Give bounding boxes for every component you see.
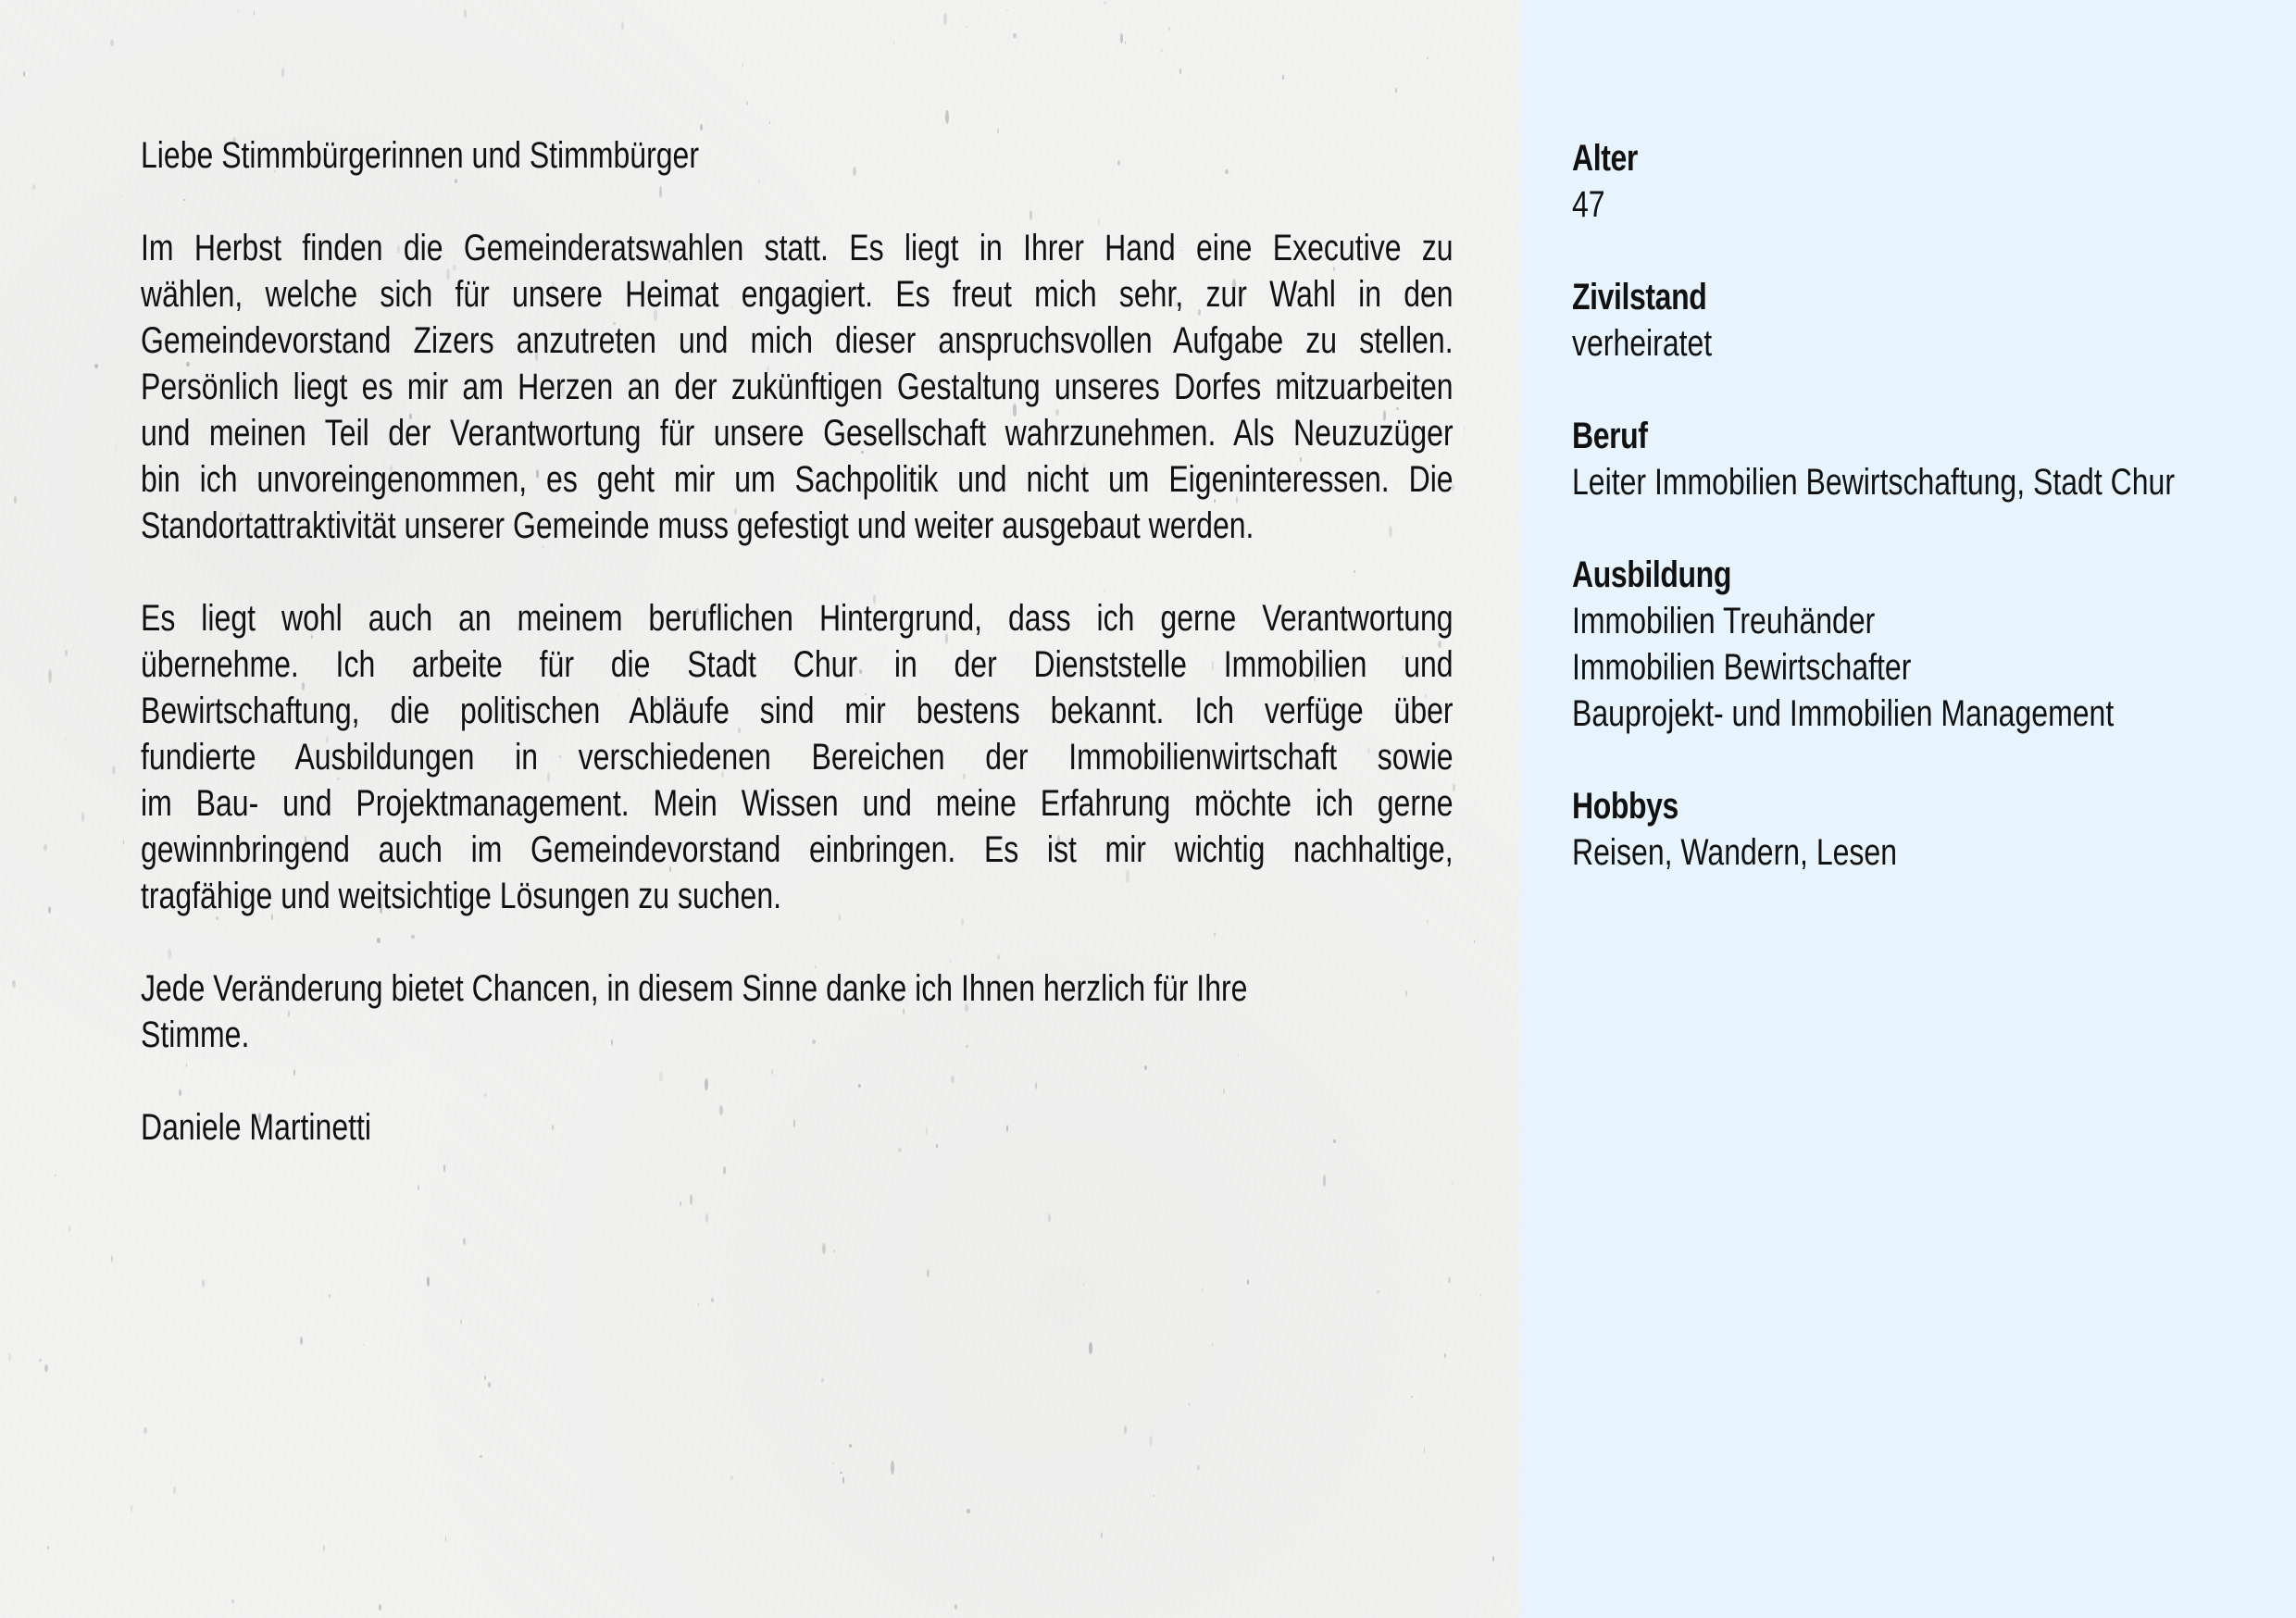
paper-speck	[186, 1064, 187, 1067]
paper-speck	[1197, 1465, 1199, 1469]
paper-speck	[700, 124, 703, 131]
paper-speck	[116, 447, 117, 451]
paper-speck	[793, 1119, 796, 1126]
paper-speck	[1104, 1, 1105, 5]
paper-speck	[758, 179, 760, 183]
salutation: Liebe Stimmbürgerinnen und Stimmbürger	[141, 135, 699, 176]
paper-speck	[1035, 1082, 1038, 1089]
paper-speck	[951, 1076, 955, 1083]
section-value: Bauprojekt- und Immobilien Management	[1572, 693, 2115, 734]
paper-speck	[1480, 1294, 1481, 1295]
paragraph-line: Standortattraktivität unserer Gemeinde muss gefestigt und weiter ausgebaut werden.	[141, 505, 1254, 546]
section-value: verheiratet	[1572, 323, 1713, 364]
paper-speck	[1179, 68, 1181, 74]
paper-speck	[833, 1250, 834, 1253]
paper-speck	[480, 1455, 482, 1459]
paper-speck	[69, 1226, 70, 1231]
paper-speck	[1013, 33, 1016, 38]
paragraph-line: bin ich unvoreingenommen, es geht mir um Sachpolitik und nicht um Eigeninteressen. Die	[141, 459, 1454, 500]
section-label: Zivilstand	[1572, 277, 1707, 317]
paper-speck	[1395, 88, 1397, 92]
paper-speck	[936, 1144, 937, 1148]
paper-speck	[966, 1045, 968, 1048]
paper-speck	[832, 1462, 833, 1464]
paper-speck	[821, 1378, 824, 1382]
paper-speck	[1223, 1089, 1225, 1095]
paper-speck	[144, 1427, 147, 1434]
paper-speck	[771, 1069, 774, 1075]
paper-speck	[1161, 49, 1163, 52]
paragraph-line: fundierte Ausbildungen in verschiedenen Bereichen der Immobilienwirtschaft sowie	[141, 737, 1454, 778]
paper-speck	[455, 179, 457, 183]
paper-speck	[1411, 1396, 1413, 1398]
paper-speck	[183, 199, 184, 201]
paper-speck	[14, 496, 16, 504]
paragraph-line: und meinen Teil der Verantwortung für unsere Gesellschaft wahrzunehmen. Als Neuzuzüger	[141, 413, 1454, 454]
paper-speck	[1282, 75, 1285, 79]
paper-speck	[1125, 41, 1126, 45]
paper-speck	[464, 9, 467, 19]
paragraph-line: tragfähige und weitsichtige Lösungen zu suchen.	[141, 876, 782, 916]
paper-speck	[1006, 9, 1008, 11]
paper-speck	[1405, 990, 1407, 997]
paper-speck	[8, 1353, 11, 1362]
paragraph-line: wählen, welche sich für unsere Heimat engagiert. Es freut mich sehr, zur Wahl in den	[141, 274, 1454, 315]
paper-speck	[705, 1078, 708, 1090]
paper-speck	[300, 1337, 303, 1346]
paper-speck	[65, 650, 69, 656]
paper-speck	[443, 1164, 445, 1171]
section-label: Alter	[1572, 138, 1638, 179]
section-value: Immobilien Treuhänder	[1572, 601, 1876, 641]
paper-speck	[659, 186, 662, 198]
paper-speck	[1117, 160, 1120, 166]
paper-speck	[945, 110, 949, 124]
paper-speck	[997, 954, 1000, 960]
paper-speck	[173, 1487, 175, 1494]
paper-speck	[1453, 784, 1454, 791]
paper-speck	[94, 364, 97, 368]
paper-speck	[1124, 1425, 1127, 1434]
paper-speck	[1153, 1495, 1154, 1497]
signature: Daniele Martinetti	[141, 1107, 371, 1148]
paper-speck	[1214, 933, 1215, 936]
paper-speck	[329, 1294, 331, 1298]
paper-speck	[1455, 374, 1456, 376]
paper-speck	[898, 1148, 902, 1152]
paper-speck	[32, 184, 35, 190]
section-value: Leiter Immobilien Bewirtschaftung, Stadt Chur	[1572, 462, 2175, 503]
section-value: Reisen, Wandern, Lesen	[1572, 832, 1898, 873]
paper-speck	[427, 1276, 430, 1286]
paper-speck	[123, 840, 124, 844]
paper-speck	[611, 1039, 614, 1046]
paper-speck	[1120, 33, 1123, 44]
paper-speck	[1006, 1125, 1008, 1132]
paper-speck	[48, 906, 51, 914]
paper-speck	[1083, 1282, 1084, 1286]
paper-speck	[254, 11, 255, 16]
paper-speck	[1492, 1556, 1494, 1562]
paper-speck	[48, 669, 52, 683]
paper-speck	[840, 1472, 842, 1475]
section-value: 47	[1572, 184, 1605, 225]
paper-speck	[706, 570, 707, 572]
paper-speck	[120, 195, 121, 196]
paper-speck	[288, 1011, 290, 1016]
paper-speck	[711, 1298, 714, 1302]
paper-speck	[858, 1084, 860, 1088]
paper-speck	[1377, 1290, 1379, 1294]
section-label: Beruf	[1572, 416, 1648, 456]
paper-speck	[111, 1255, 113, 1263]
paper-speck	[746, 101, 748, 106]
paper-speck	[853, 167, 856, 176]
paper-speck	[1354, 570, 1355, 573]
paper-speck	[65, 738, 67, 740]
paper-speck	[110, 40, 114, 46]
section-value: Immobilien Bewirtschafter	[1572, 647, 1912, 688]
paper-speck	[23, 71, 25, 77]
paper-speck	[168, 949, 171, 959]
paper-speck	[411, 935, 414, 939]
paper-speck	[680, 1201, 681, 1206]
section-label: Ausbildung	[1572, 554, 1731, 595]
paragraph-line: im Bau- und Projektmanagement. Mein Wissen und meine Erfahrung möchte ich gerne	[141, 783, 1454, 824]
paper-speck	[893, 42, 894, 44]
paper-speck	[1225, 169, 1229, 174]
paper-speck	[127, 599, 128, 602]
paragraph-line: Stimme.	[141, 1014, 250, 1055]
paragraph-line: gewinnbringend auch im Gemeindevorstand einbringen. Es ist mir wichtig nachhaltige,	[141, 829, 1454, 870]
paper-speck	[231, 1599, 234, 1603]
paper-speck	[719, 1105, 723, 1116]
paper-speck	[943, 13, 947, 25]
paper-speck	[1453, 1181, 1454, 1185]
paper-speck	[112, 765, 115, 775]
paper-speck	[1029, 210, 1032, 220]
paper-speck	[1168, 27, 1170, 31]
paper-speck	[47, 1546, 49, 1550]
paper-speck	[621, 21, 624, 30]
paper-speck	[812, 1039, 816, 1044]
paper-speck	[659, 1072, 663, 1082]
paper-speck	[472, 1363, 473, 1364]
paper-speck	[460, 1319, 462, 1325]
paper-speck	[323, 1545, 325, 1551]
paper-speck	[1202, 1288, 1203, 1291]
paper-speck	[445, 1537, 447, 1542]
paper-speck	[1427, 57, 1429, 59]
paper-speck	[484, 1093, 488, 1097]
paper-speck	[997, 128, 1000, 134]
paper-speck	[1048, 1214, 1050, 1222]
paper-speck	[81, 812, 84, 822]
paper-speck	[484, 1375, 486, 1379]
paper-speck	[44, 844, 46, 851]
paper-speck	[463, 1238, 466, 1245]
paper-speck	[1189, 1403, 1191, 1406]
paper-speck	[363, 1344, 364, 1346]
paper-speck	[723, 1166, 726, 1175]
paper-speck	[1474, 940, 1475, 943]
paper-speck	[1238, 1053, 1240, 1058]
paragraph-line: Bewirtschaftung, die politischen Abläufe sind mir bestens bekannt. Ich verfüge über	[141, 691, 1454, 731]
paragraph-line: Persönlich liegt es mir am Herzen an der zukünftigen Gestaltung unseres Dorfes mitzuarbeiten	[141, 367, 1454, 407]
paper-speck	[1149, 1436, 1153, 1446]
section-label: Hobbys	[1572, 786, 1678, 827]
paragraph-line: Es liegt wohl auch an meinem beruflichen Hintergrund, dass ich gerne Verantwortung	[141, 598, 1454, 639]
paper-speck	[950, 960, 952, 963]
paper-speck	[698, 1303, 699, 1306]
paper-speck	[202, 1279, 205, 1288]
paper-speck	[842, 1476, 844, 1484]
paragraph-line: Gemeindevorstand Zizers anzutreten und mich dieser anspruchsvollen Aufgabe zu stellen.	[141, 320, 1454, 361]
paper-speck	[967, 1509, 970, 1513]
paper-speck	[1444, 1353, 1445, 1358]
paper-speck	[183, 23, 184, 26]
paper-speck	[705, 1214, 708, 1223]
paper-speck	[44, 1364, 48, 1372]
paper-speck	[1323, 1175, 1327, 1187]
paragraph-line: Im Herbst finden die Gemeinderatswahlen statt. Es liegt in Ihrer Hand eine Executive zu	[141, 228, 1454, 268]
paragraph-line: Jede Veränderung bietet Chancen, in diesem Sinne danke ich Ihnen herzlich für Ihre	[141, 968, 1248, 1009]
paper-speck	[926, 1126, 929, 1135]
paper-speck	[961, 918, 964, 926]
paper-speck	[742, 64, 743, 66]
paper-speck	[769, 121, 770, 123]
paper-speck	[1333, 1139, 1336, 1144]
paper-speck	[293, 1069, 295, 1075]
paper-speck	[379, 1604, 381, 1611]
paper-speck	[1247, 1279, 1249, 1285]
paper-speck	[281, 68, 284, 78]
paragraph-line: übernehme. Ich arbeite für die Stadt Chur in der Dienststelle Immobilien und	[141, 644, 1454, 685]
paper-speck	[1424, 1447, 1426, 1453]
paper-speck	[131, 1505, 133, 1512]
paper-speck	[849, 1444, 853, 1449]
paper-speck	[1427, 920, 1429, 923]
paper-speck	[552, 1125, 554, 1130]
paper-speck	[1464, 428, 1465, 430]
paper-speck	[488, 1382, 491, 1388]
paper-speck	[39, 1359, 42, 1363]
paper-speck	[966, 26, 967, 28]
paper-speck	[418, 1185, 419, 1190]
paper-speck	[238, 9, 239, 13]
paper-speck	[179, 1089, 181, 1095]
paper-speck	[1144, 1065, 1147, 1070]
paper-speck	[730, 1475, 734, 1480]
paper-speck	[1448, 1277, 1450, 1282]
paper-speck	[1101, 1532, 1103, 1537]
paper-speck	[690, 1194, 693, 1205]
paper-speck	[1089, 1342, 1092, 1354]
paper-speck	[822, 1243, 826, 1254]
paper-speck	[1212, 1343, 1214, 1347]
paper-speck	[955, 1604, 957, 1610]
paper-speck	[12, 980, 16, 987]
paper-speck	[377, 938, 381, 944]
paper-speck	[927, 1269, 930, 1277]
paper-speck	[891, 1461, 894, 1475]
paper-speck	[55, 1175, 56, 1176]
